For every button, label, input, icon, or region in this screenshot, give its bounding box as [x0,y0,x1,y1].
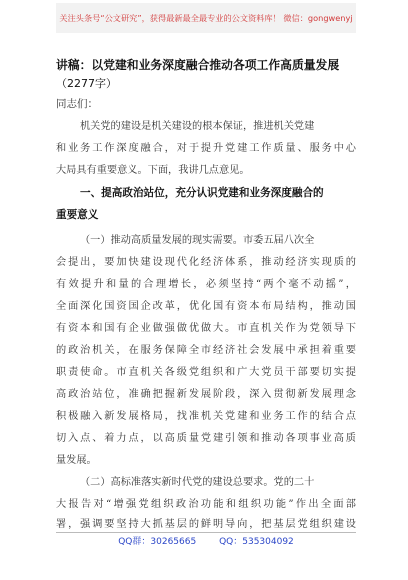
paragraph-line: 会提出，要加快建设现代化经济体系，推动经济实现质的 [56,257,356,268]
paragraph-line: 积极融入新发展格局，找准机关党建和业务工作的结合点 [56,411,356,422]
greeting: 同志们： [56,98,98,110]
promo-banner: 关注头条号“公文研究”，获得最新最全最专业的公文资料库！ 微信：gongwenyj [56,3,356,33]
paragraph-line: 量发展。 [56,455,97,466]
paragraph-line: 有效提升和量的合理增长，必须坚持“两个毫不动摇”， [56,279,356,290]
paragraph-line: （二）高标准落实新时代党的建设总要求。党的二十 [80,477,315,488]
paragraph-line: 有资本和国有企业做强做优做大。市直机关作为党领导下 [56,323,356,334]
section-heading: 一、提高政治站位，充分认识党建和业务深度融合的 [80,187,324,199]
paragraph-line: 和业务工作深度融合，对于提升党建工作质量、服务中心 [56,143,356,154]
page-footer [56,532,356,551]
qq-group-text: QQ群：30265665 [118,537,197,547]
word-count: （2277字） [56,77,117,90]
qq-text: QQ：535304092 [219,537,294,547]
document-title: 讲稿：以党建和业务深度融合推动各项工作高质量发展 [56,58,340,72]
paragraph-line: 切入点、着力点，以高质量党建引领和推动各项事业高质 [56,433,356,444]
paragraph-line: 职责使命。市直机关各级党组织和广大党员干部要切实提 [56,367,356,378]
paragraph-line: 署，强调要坚持大抓基层的鲜明导向，把基层党组织建设 [56,519,356,530]
paragraph-line: （一）推动高质量发展的现实需要。市委五届八次全 [80,235,315,246]
paragraph-line: 的政治机关，在服务保障全市经济社会发展中承担着重要 [56,345,356,356]
paragraph-line: 全面深化国资国企改革，优化国有资本布局结构，推动国 [56,301,356,312]
paragraph-line: 高政治站位，准确把握新发展阶段，深入贯彻新发展理念 [56,389,356,400]
paragraph-line: 大局具有重要意义。下面，我讲几点意见。 [56,165,250,176]
paragraph-line: 大报告对“增强党组织政治功能和组织功能”作出全面部 [56,499,356,510]
paragraph-line: 机关党的建设是机关建设的根本保证，推进机关党建 [80,121,315,132]
section-heading: 重要意义 [56,209,99,221]
